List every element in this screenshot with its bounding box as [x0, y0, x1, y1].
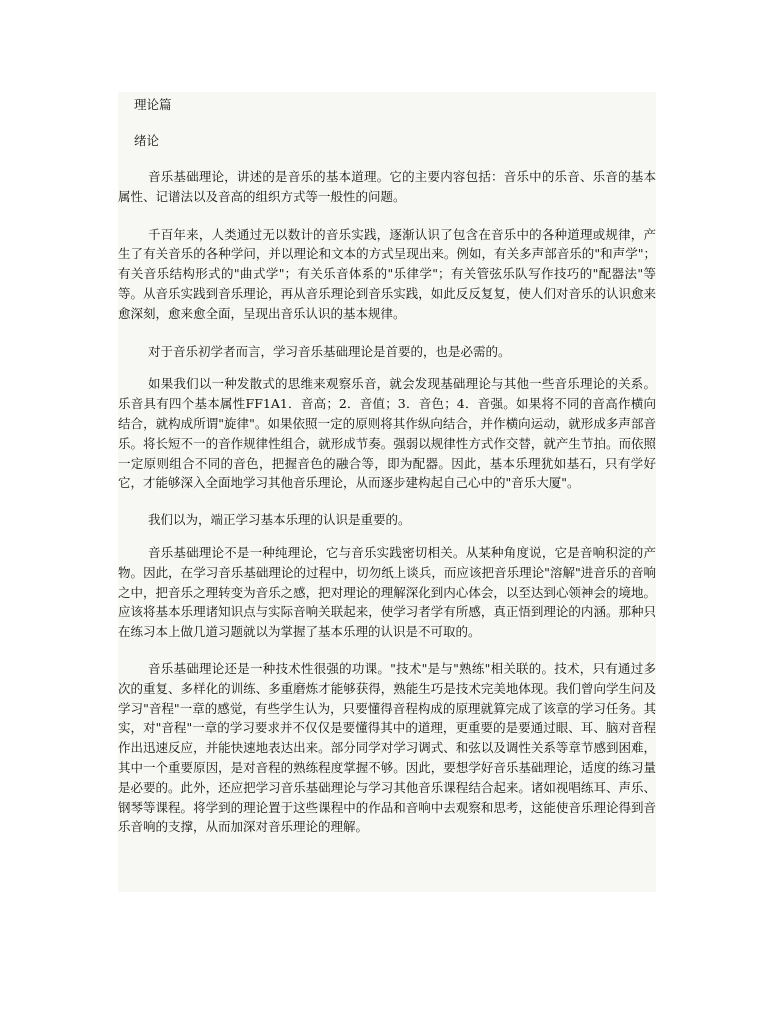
- paragraph-2: 千百年来，人类通过无以数计的音乐实践，逐渐认识了包含在音乐中的各种道理或规律，产生了有关音乐的各种学问，并以理论和文本的方式呈现出来。例如，有关多声部音乐的"和声学"；有关音乐结构形式的"曲式学"；有关乐音体系的"乐律学"；有关管弦乐队写作技巧的"配器法"等等。从音乐实践到音乐理论，再从音乐理论到音乐实践，如此反反复复，使人们对音乐的认识愈来愈深刻，愈来愈全面，呈现出音乐认识的基本规律。: [118, 226, 656, 321]
- paragraph-3: 对于音乐初学者而言，学习音乐基础理论是首要的，也是必需的。: [148, 343, 511, 359]
- paragraph-1: 音乐基础理论，讲述的是音乐的基本道理。它的主要内容包括：音乐中的乐音、乐音的基本属性、记谱法以及音高的组织方式等一般性的问题。: [118, 169, 656, 204]
- paragraph-4: 如果我们以一种发散式的思维来观察乐音，就会发现基础理论与其他一些音乐理论的关系。乐音具有四个基本属性FF1A1．音高；2．音值；3．音色；4．音强。如果将不同的音高作横向结合，就构成所谓"旋律"。如果依照一定的原则将其作纵向结合，并作横向运动，就形成多声部音乐。将长短不一的音作规律性组合，就形成节奏。强弱以规律性方式作交替，就产生节拍。而依照一定原则组合不同的音色，把握音色的融合等，即为配器。因此，基本乐理犹如基石，只有学好它，才能够深入全面地学习其他音乐理论，从而逐步建构起自己心中的"音乐大厦"。: [118, 376, 656, 491]
- section-title: 理论篇: [134, 97, 172, 112]
- document-page: [118, 92, 656, 892]
- chapter-title: 绪论: [134, 133, 160, 148]
- document-content: [118, 92, 660, 837]
- paragraph-5: 我们以为，端正学习基本乐理的认识是重要的。: [148, 512, 411, 528]
- paragraph-7: 音乐基础理论还是一种技术性很强的功课。"技术"是与"熟练"相关联的。技术，只有通过多次的重复、多样化的训练、多重磨炼才能够获得，熟能生巧是技术完美地体现。我们曾向学生问及学习"音程"一章的感觉，有些学生认为，只要懂得音程构成的原理就算完成了该章的学习任务。其实，对"音程"一章的学习要求并不仅仅是要懂得其中的道理，更重要的是要通过眼、耳、脑对音程作出迅速反应，并能快速地表达出来。部分同学对学习调式、和弦以及调性关系等章节感到困难，其中一个重要原因，是对音程的熟练程度掌握不够。因此，要想学好音乐基础理论，适度的练习量是必要的。此外，还应把学习音乐基础理论与学习其他音乐课程结合起来。诸如视唱练耳、声乐、钢琴等课程。将学到的理论置于这些课程中的作品和音响中去观察和思考，这能使音乐理论得到音乐音响的支撑，从而加深对音乐理论的理解。: [118, 660, 656, 835]
- paragraph-6: 音乐基础理论不是一种纯理论，它与音乐实践密切相关。从某种角度说，它是音响积淀的产物。因此，在学习音乐基础理论的过程中，切勿纸上谈兵，而应该把音乐理论"溶解"进音乐的音响之中，把音乐之理转变为音乐之感，把对理论的理解深化到内心体会，以至达到心领神会的境地。应该将基本乐理诸知识点与实际音响关联起来，使学习者学有所感，真正悟到理论的内涵。那种只在练习本上做几道习题就以为掌握了基本乐理的认识是不可取的。: [118, 544, 656, 640]
